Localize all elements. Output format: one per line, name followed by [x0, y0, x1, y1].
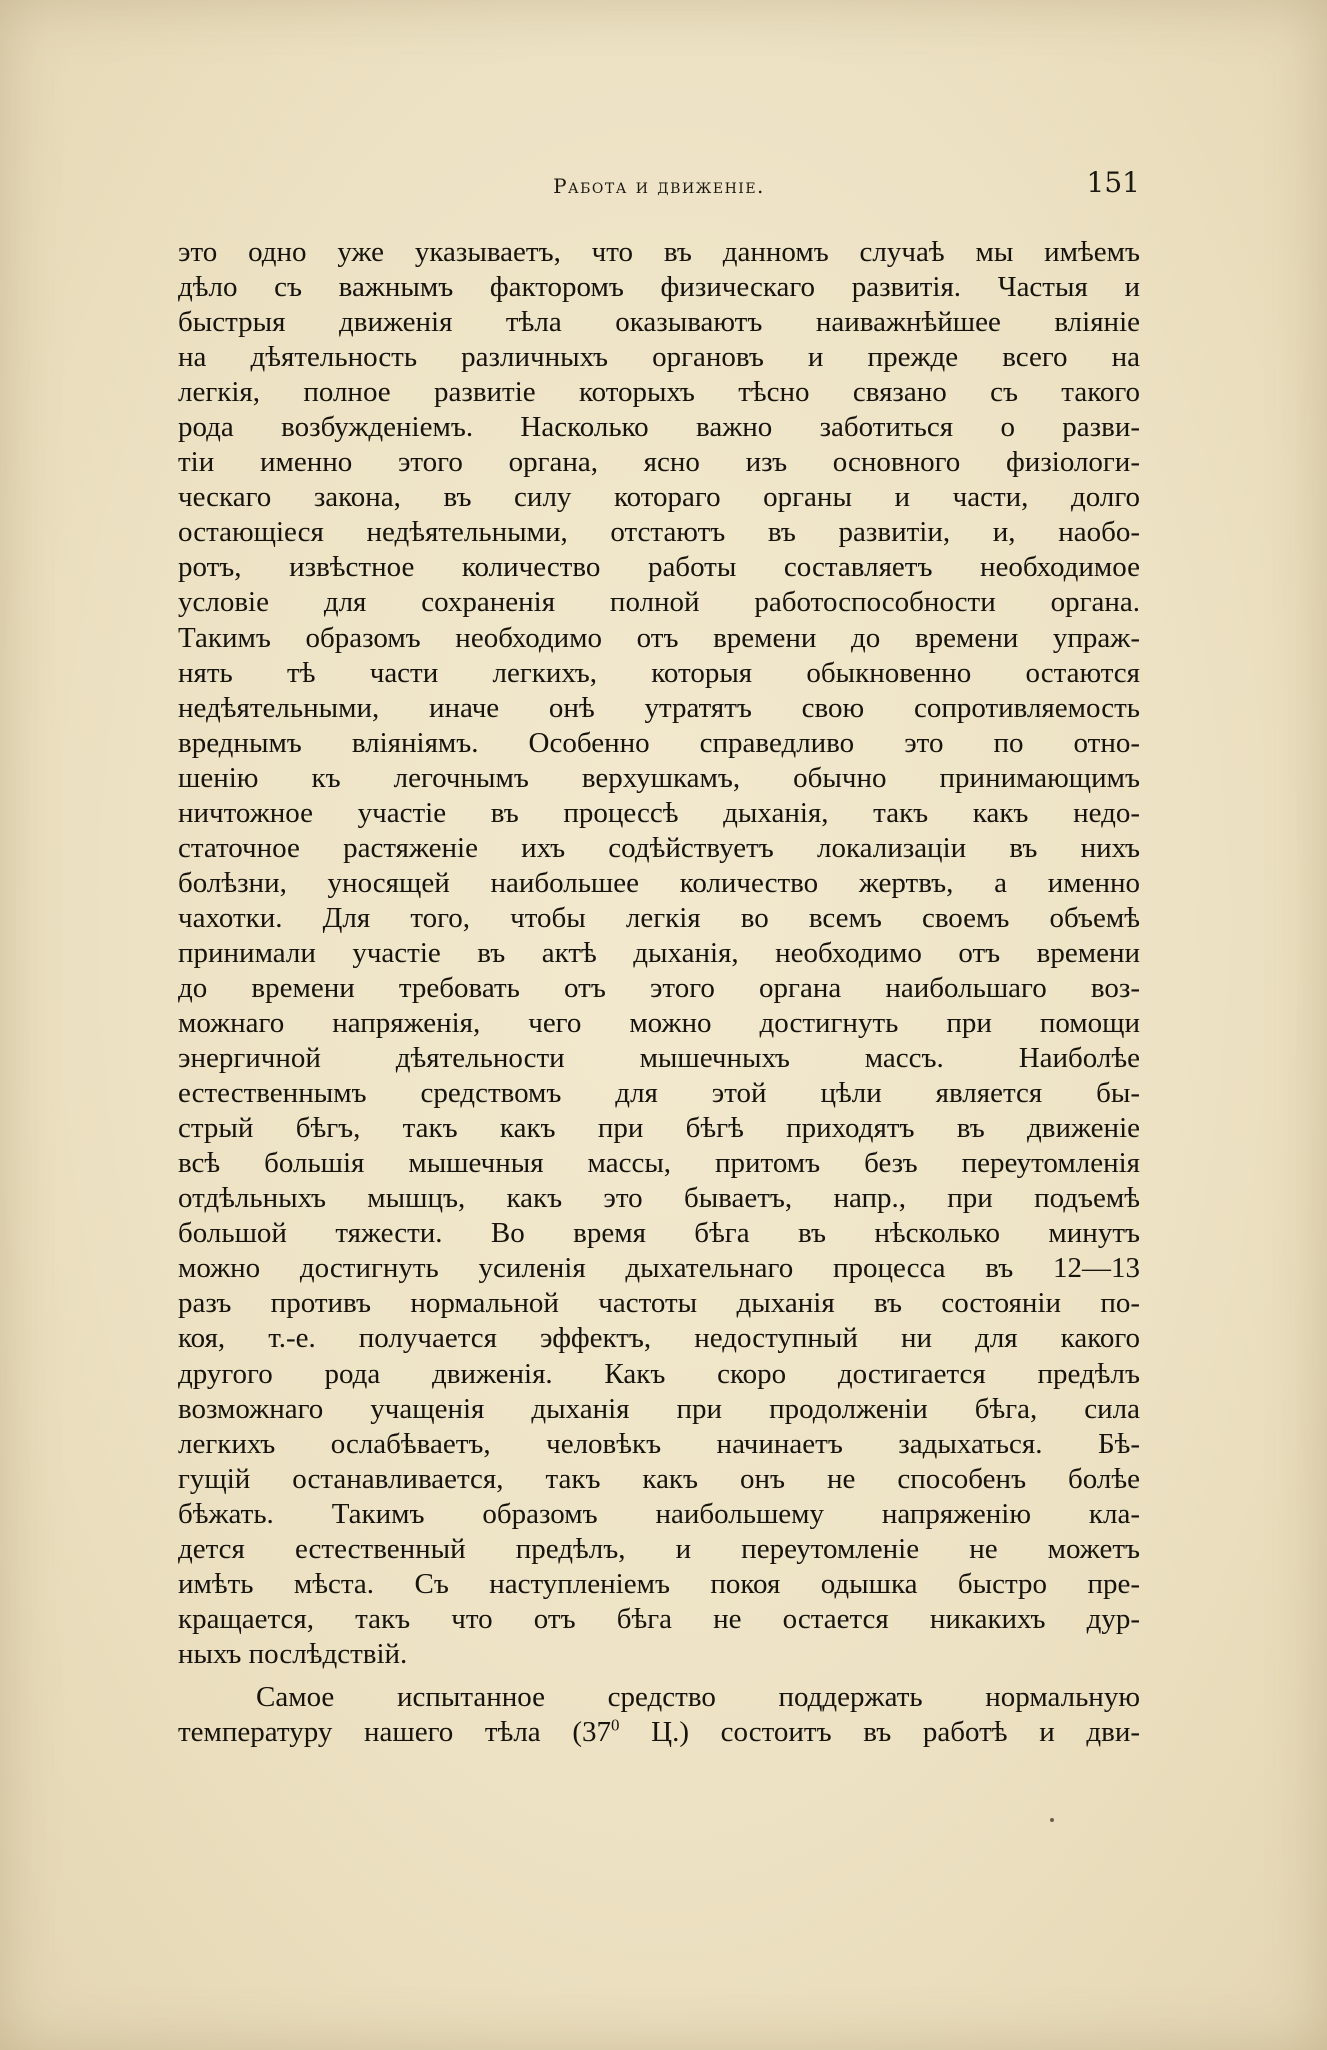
text-line: имѣть мѣста. Съ наступленіемъ покоя одышка быстро пре- — [178, 1567, 1140, 1600]
text-line: ныхъ послѣдствій. — [178, 1637, 408, 1670]
paragraph-gap — [178, 1672, 1140, 1680]
text-line: дѣло съ важнымъ факторомъ физическаго развитія. Частыя и — [178, 271, 1140, 304]
text-line: рода возбужденіемъ. Насколько важно заботиться о разви- — [178, 411, 1140, 444]
text-line: энергичной дѣятельности мышечныхъ массъ. Наиболѣе — [178, 1042, 1140, 1075]
text-line: принимали участіе въ актѣ дыханія, необходимо отъ времени — [178, 936, 1140, 969]
text-line: быстрыя движенія тѣла оказываютъ наиважнѣйшее вліяніе — [178, 306, 1140, 339]
text-line: отдѣльныхъ мышцъ, какъ это бываетъ, напр., при подъемѣ — [178, 1182, 1140, 1215]
text-line: Самое испытанное средство поддержать нормальную — [256, 1680, 1140, 1713]
text-line: можнаго напряженія, чего можно достигнуть при помощи — [178, 1007, 1140, 1040]
text-line: всѣ большія мышечныя массы, притомъ безъ переутомленія — [178, 1147, 1140, 1180]
paragraph-1 — [178, 235, 1140, 1672]
paragraph-2 — [178, 1680, 1140, 1750]
text-line: до времени требовать отъ этого органа наибольшаго воз- — [178, 971, 1140, 1004]
text-line: стрый бѣгъ, такъ какъ при бѣгѣ приходятъ въ движеніе — [178, 1112, 1140, 1145]
text-line: шенію къ легочнымъ верхушкамъ, обычно принимающимъ — [178, 761, 1140, 794]
text-line: это одно уже указываетъ, что въ данномъ случаѣ мы имѣемъ — [178, 236, 1140, 268]
degree-superscript: 0 — [610, 1715, 620, 1735]
text-line — [178, 1715, 1140, 1750]
text-line: легкія, полное развитіе которыхъ тѣсно связано съ такого — [178, 376, 1140, 409]
text-line-end: Ц.) состоитъ въ работѣ и дви- — [619, 1715, 1140, 1748]
text-line: бѣжать. Такимъ образомъ наибольшему напряженію кла- — [178, 1497, 1140, 1530]
text-line: болѣзни, уносящей наибольшее количество жертвъ, а именно — [178, 866, 1140, 899]
text-line: ничтожное участіе въ процессѣ дыханія, такъ какъ недо- — [178, 796, 1140, 829]
body-text — [178, 235, 1140, 1750]
text-line: коя, т.-е. получается эффектъ, недоступный ни для какого — [178, 1322, 1140, 1355]
running-title: Работа и движеніе. — [553, 174, 765, 198]
page-number: 151 — [1086, 166, 1140, 199]
text-line: Такимъ образомъ необходимо отъ времени до времени упраж- — [178, 621, 1140, 654]
text-line: статочное растяженіе ихъ содѣйствуетъ локализаціи въ нихъ — [178, 831, 1140, 864]
text-line: тіи именно этого органа, ясно изъ основного физіологи- — [178, 446, 1140, 479]
text-line-start: температуру нашего тѣла (37 — [178, 1715, 611, 1748]
text-line: ческаго закона, въ силу котораго органы и части, долго — [178, 481, 1140, 514]
page-header — [178, 164, 1140, 208]
text-line: вреднымъ вліяніямъ. Особенно справедливо это по отно- — [178, 726, 1140, 759]
text-line: чахотки. Для того, чтобы легкія во всемъ своемъ объемѣ — [178, 901, 1140, 934]
text-line: остающіеся недѣятельными, отстаютъ въ развитіи, и, наобо- — [178, 516, 1140, 549]
text-line: недѣятельными, иначе онѣ утратятъ свою сопротивляемость — [178, 691, 1140, 724]
text-line: естественнымъ средствомъ для этой цѣли является бы- — [178, 1077, 1140, 1110]
text-line: другого рода движенія. Какъ скоро достигается предѣлъ — [178, 1357, 1140, 1390]
text-line: условіе для сохраненія полной работоспособности органа. — [178, 586, 1140, 619]
paper-speck — [1050, 1818, 1054, 1822]
text-line: разъ противъ нормальной частоты дыханія въ состояніи по- — [178, 1287, 1140, 1320]
text-line: можно достигнуть усиленія дыхательнаго процесса въ 12—13 — [178, 1252, 1140, 1285]
text-line: дется естественный предѣлъ, и переутомленіе не можетъ — [178, 1532, 1140, 1565]
text-line: на дѣятельность различныхъ органовъ и прежде всего на — [178, 341, 1140, 374]
text-line: большой тяжести. Во время бѣга въ нѣсколько минутъ — [178, 1217, 1140, 1250]
text-line: нять тѣ части легкихъ, которыя обыкновенно остаются — [178, 656, 1140, 689]
text-line: гущій останавливается, такъ какъ онъ не способенъ болѣе — [178, 1462, 1140, 1495]
text-line: кращается, такъ что отъ бѣга не остается никакихъ дур- — [178, 1602, 1140, 1635]
text-line: ротъ, извѣстное количество работы составляетъ необходимое — [178, 551, 1140, 584]
text-line: возможнаго учащенія дыханія при продолженіи бѣга, сила — [178, 1392, 1140, 1425]
text-line: легкихъ ослабѣваетъ, человѣкъ начинаетъ задыхаться. Бѣ- — [178, 1427, 1140, 1460]
